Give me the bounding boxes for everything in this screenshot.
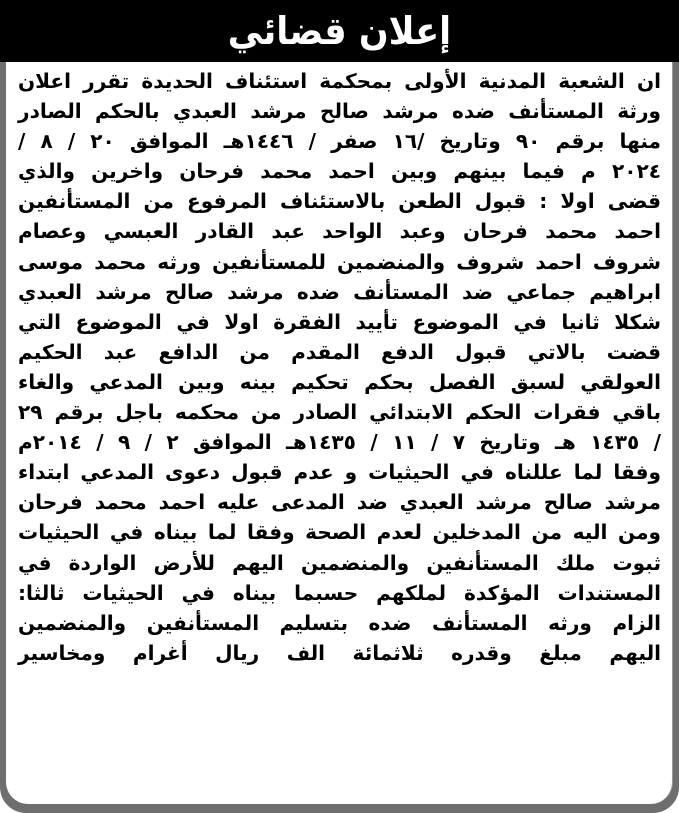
notice-line: اليهم مبلغ وقدره ثلاثمائة الف ريال أغرام ومخاسير [18, 640, 661, 665]
notice-line: الزام ورثه المستأنف ضده بتسليم المستأنفين والمنضمين [18, 610, 661, 635]
notice-body-text [12, 66, 667, 668]
notice-line: ورثة المستأنف ضده مرشد صالح مرشد العبدي بالحكم الصادر [18, 99, 661, 124]
notice-line: باقي فقرات الحكم الابتدائي الصادر من محكمه باجل برقم ٢٩ [18, 400, 661, 425]
notice-line: ٢٠٢٤ م فيما بينهم وبين احمد محمد فرحان واخرين والذي [18, 159, 661, 184]
notice-line: قضى اولا : قبول الطعن بالاستئناف المرفوع من المستأنفين [18, 189, 661, 214]
notice-line: / ١٤٣٥ هـ وتاريخ ٧ / ١١ / ١٤٣٥هـ الموافق ٢ / ٩ / ٢٠١٤م [18, 430, 661, 455]
notice-line: ابراهيم جماعي ضد المستأنف ضده مرشد صالح مرشد العبدي [18, 279, 661, 304]
notice-line: ومن اليه من المدخلين لعدم الصحة وفقا لما بيناه في الحيثيات [18, 520, 661, 545]
notice-line: منها برقم ٩٠ وتاريخ /١٦ صفر / ١٤٤٦هـ الموافق ٢٠ / ٨ / [18, 129, 661, 154]
notice-line: ان الشعبة المدنية الأولى بمحكمة استئناف الحديدة تقرر اعلان [18, 69, 661, 93]
notice-header-bar [0, 0, 679, 62]
notice-line: مرشد صالح مرشد العبدي ضد المدعى عليه احمد محمد فرحان [18, 490, 661, 515]
notice-line: قضت بالاتي قبول الدفع المقدم من الدافع عبد الحكيم [18, 339, 661, 364]
notice-line: شكلا ثانيا في الموضوع تأييد الفقرة اولا في الموضوع التي [18, 309, 661, 334]
notice-line: ثبوت ملك المستأنفين والمنضمين اليهم للأرض الواردة في [18, 550, 661, 575]
notice-line: احمد محمد فرحان وعبد الواحد عبد القادر العبسي وعصام [18, 219, 661, 244]
notice-line: وفقا لما عللناه في الحيثيات و عدم قبول دعوى المدعي ابتداء [18, 460, 661, 485]
page-title: إعلان قضائي [227, 9, 452, 53]
notice-line: شروف احمد شروف والمنضمين للمستأنفين ورثه محمد موسى [18, 249, 661, 274]
notice-line: المستندات المؤكدة لملكهم حسبما بيناه في الحيثيات ثالثا: [18, 580, 661, 605]
notice-line: العولقي لسبق الفصل بحكم تحكيم بينه وبين المدعي والغاء [18, 369, 661, 394]
